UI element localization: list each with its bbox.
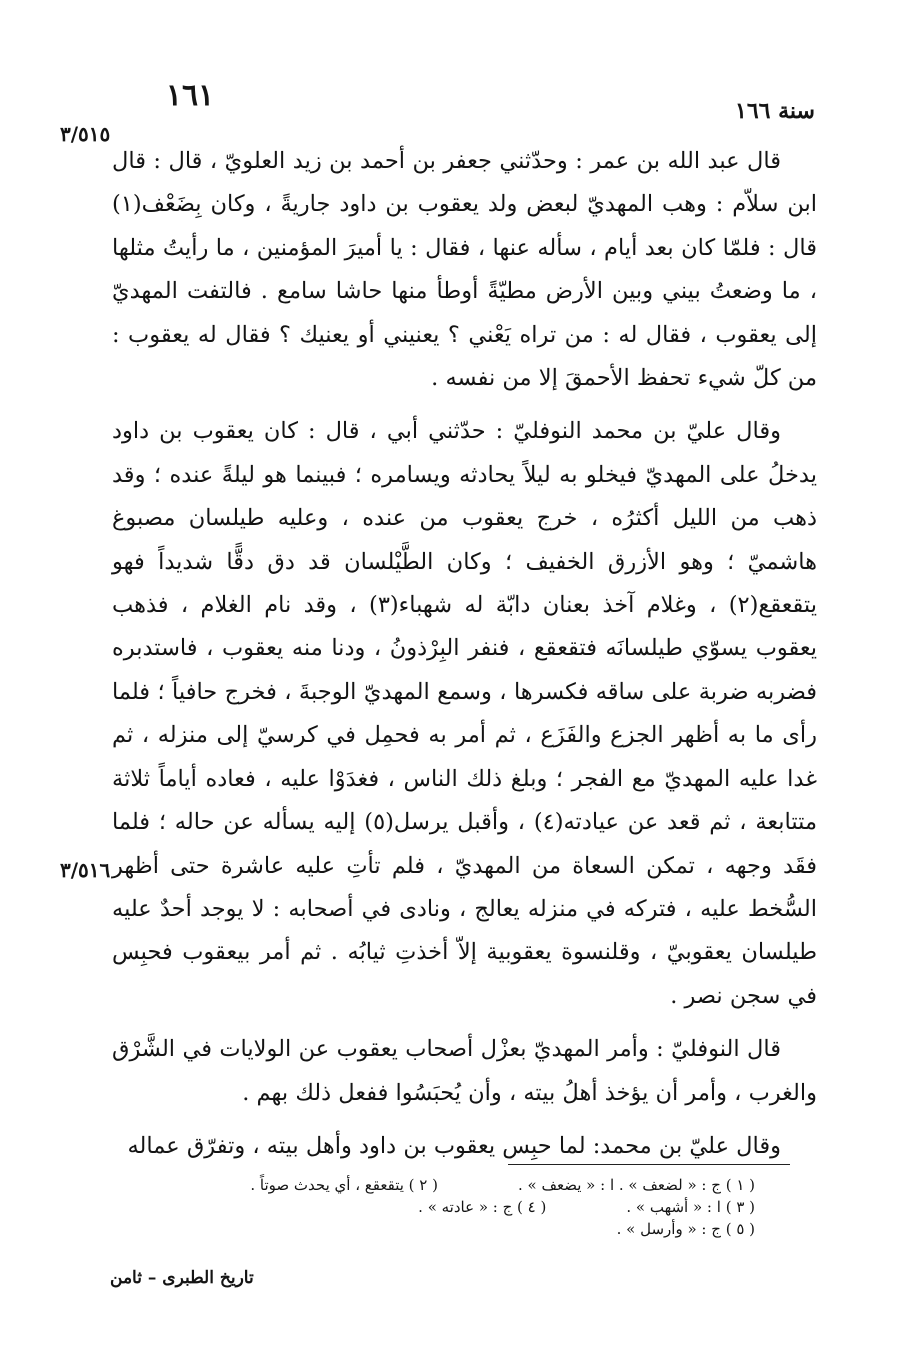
footnote: ( ٥ ) ج : « وأرسل » .	[616, 1220, 755, 1238]
footnotes	[180, 1174, 755, 1240]
margin-reference: ٣/٥١٥	[60, 122, 111, 146]
footnote: ( ٣ ) ا : « أشهب » .	[626, 1198, 755, 1216]
footnote-divider	[508, 1164, 790, 1165]
paragraph: قال عبد الله بن عمر : وحدّثني جعفر بن أحمد بن زيد العلويّ ، قال : قال ابن سلاّم : وهب المهديّ لبعض ولد يعقوب بن داود جاريةً ، وكان بِضَعْف(١) قال : فلمّا كان بعد أيام ، سأله عنها ، فقال : يا أميرَ المؤمنين ، ما رأيتُ مثلها ، ما وضعتُ بيني وبين الأرض مطيّةً أوطأ منها حاشا سامع . فالتفت المهديّ إلى يعقوب ، فقال له : من تراه يَعْني ؟ يعنيني أو يعنيك ؟ فقال له يعقوب : من كلّ شيء تحفظ الأحمقَ إلا من نفسه .	[112, 148, 817, 392]
footnote: ( ٤ ) ج : « عادته » .	[418, 1198, 547, 1216]
main-text	[112, 140, 817, 1168]
margin-reference: ٣/٥١٦	[60, 858, 111, 882]
running-head-year: سنة ١٦٦	[735, 98, 815, 124]
paragraph: وقال عليّ بن محمد: لما حبِس يعقوب بن داود وأهل بيته ، وتفرّق عماله	[127, 1132, 781, 1159]
paragraph: قال النوفليّ : وأمر المهديّ بعزْل أصحاب يعقوب عن الولايات في الشَّرْق والغرب ، وأمر أن يؤخذ أهلُ بيته ، وأن يُحبَسُوا ففعل ذلك بهم .	[112, 1036, 817, 1106]
page-number: ١٦١	[165, 78, 215, 113]
paragraph: وقال عليّ بن محمد النوفليّ : حدّثني أبي ، قال : كان يعقوب بن داود يدخلُ على المهديّ فيخلو به ليلاً يحادثه ويسامره ؛ فبينما هو ليلةً عنده ؛ وقد ذهب من الليل أكثرُه ، خرج يعقوب من عنده ، وعليه طيلسان مصبوغ هاشميّ ؛ وهو الأزرق الخفيف ؛ وكان الطَّيْلسان قد دق دقًّا شديداً فهو يتقعقع(٢) ، وغلام آخذ بعنان دابّة له شهباء(٣) ، وقد نام الغلام ، فذهب يعقوب يسوّي طيلسانَه فتقعقع ، فنفر البِرْذونُ ، ودنا منه يعقوب ، فاستدبره فضربه ضربة على ساقه فكسرها ، وسمع المهديّ الوجبةَ ، فخرج حافياً ؛ فلما رأى ما به أظهر الجزع والفَزَع ، ثم أمر به فحمِل في كرسيّ إلى منزله ، ثم غدا عليه المهديّ مع الفجر ؛ وبلغ ذلك الناس ، فغدَوْا عليه ، فعاده أياماً ثلاثة متتابعة ، ثم قعد عن عيادته(٤) ، وأقبل يرسل(٥) إليه يسأله عن حاله ؛ فلما فقَد وجهه ، تمكن السعاة من المهديّ ، فلم تأتِ عليه عاشرة حتى أظهر السُّخط عليه ، فتركه في منزله يعالج ، ونادى في أصحابه : لا يوجد أحدٌ عليه طيلسان يعقوبيّ ، وقلنسوة يعقوبية إلاّ أخذتِ ثيابُه . ثم أمر بيعقوب فحبِس في سجن نصر .	[112, 418, 818, 1009]
footnote: ( ٢ ) يتقعقع ، أي يحدث صوتاً .	[250, 1176, 438, 1194]
book-signature: تاريخ الطبرى – ثامن	[110, 1268, 254, 1288]
footnote: ( ١ ) ج : « لضعف » . ا : « يضعف » .	[517, 1176, 755, 1194]
